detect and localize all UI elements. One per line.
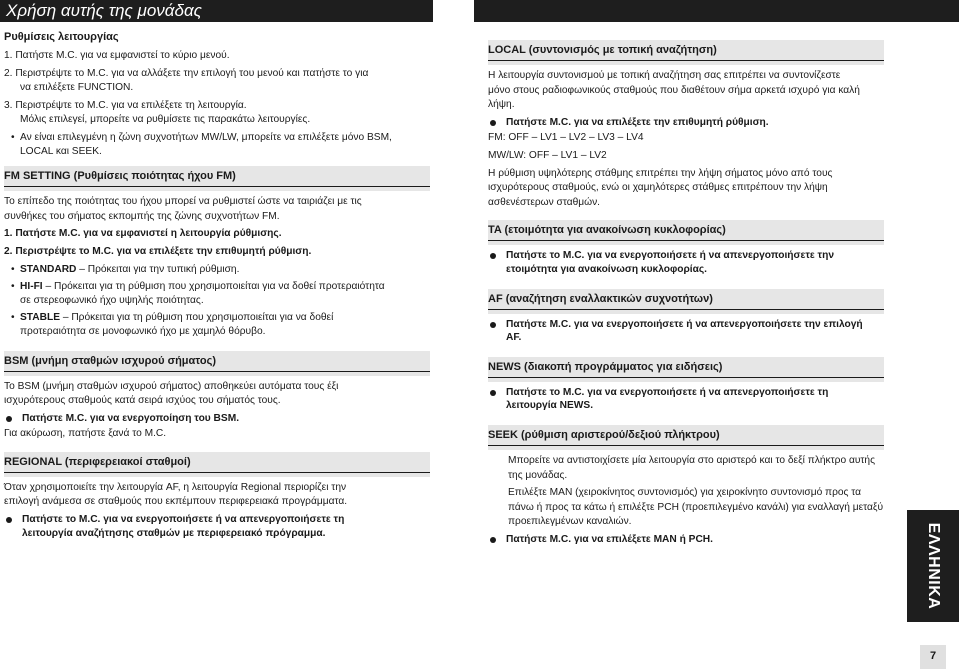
seek-desc-2: της μονάδας. bbox=[508, 469, 568, 481]
standard-label: STANDARD bbox=[20, 263, 77, 275]
ta-section bbox=[488, 220, 884, 245]
bullet-dot: • bbox=[11, 281, 15, 293]
ta-heading: TA (ετοιμότητα για ανακοίνωση κυκλοφορίας) bbox=[488, 223, 884, 241]
seek-action-text: Πατήστε M.C. για να επιλέξετε MAN ή PCH. bbox=[506, 533, 713, 545]
bullet-circle bbox=[490, 537, 496, 543]
af-action-1: Πατήστε M.C. για να ενεργοποιήσετε ή να απενεργοποιήσετε την επιλογή bbox=[506, 318, 863, 330]
fm-step-1: 1. Πατήστε M.C. για να εμφανιστεί η λειτουργία ρύθμισης. bbox=[4, 228, 282, 240]
left-column bbox=[4, 30, 430, 542]
local-section bbox=[488, 40, 884, 65]
af-section bbox=[488, 289, 884, 314]
hifi-label: HI-FI bbox=[20, 281, 43, 293]
local-mwlw-levels: MW/LW: OFF – LV1 – LV2 bbox=[488, 149, 607, 161]
bsm-section bbox=[4, 351, 430, 376]
bsm-cancel: Για ακύρωση, πατήστε ξανά το M.C. bbox=[4, 428, 167, 440]
seek-desc-5: προεπιλεγμένων καναλιών. bbox=[508, 516, 632, 528]
standard-text: – Πρόκειται για την τυπική ρύθμιση. bbox=[76, 263, 240, 275]
fm-desc-1: Το επίπεδο της ποιότητας του ήχου μπορεί να ρυθμιστεί ώστε να ταιριάζει με τις bbox=[4, 196, 362, 208]
language-label: ΕΛΛΗΝΙΚΑ bbox=[924, 522, 942, 610]
bullet-dot: • bbox=[11, 312, 15, 324]
fm-setting-section bbox=[4, 166, 430, 191]
header-bar bbox=[0, 0, 433, 22]
seek-desc-4: πάνω ή προς τα κάτω ή επιλέξτε PCH (προεπιλεγμένο κανάλι) για εναλλαγή μεταξύ bbox=[508, 501, 884, 513]
bullet-circle bbox=[6, 416, 12, 422]
regional-section bbox=[4, 452, 430, 477]
bullet-circle bbox=[490, 120, 496, 126]
step-1: 1. Πατήστε M.C. για να εμφανιστεί το κύριο μενού. bbox=[4, 50, 230, 61]
af-action-2: AF. bbox=[506, 332, 522, 344]
local-note-2: ισχυρότερους σταθμούς, ενώ οι χαμηλότερες στάθμες επιτρέπουν την λήψη bbox=[488, 182, 828, 194]
ta-action-1: Πατήστε το M.C. για να ενεργοποιήσετε ή να απενεργοποιήσετε την bbox=[506, 250, 834, 262]
ta-action bbox=[488, 249, 884, 276]
af-heading: AF (αναζήτηση εναλλακτικών συχνοτήτων) bbox=[488, 292, 884, 310]
stable-label: STABLE bbox=[20, 312, 60, 324]
bsm-heading: BSM (μνήμη σταθμών ισχυρού σήματος) bbox=[4, 354, 430, 372]
regional-desc-2: επιλογή ανάμεσα σε σταθμούς που εκπέμπουν περιφερειακά προγράμματα. bbox=[4, 496, 348, 508]
bullet-dot: • bbox=[11, 131, 15, 143]
fm-setting-heading: FM SETTING (Ρυθμίσεις ποιότητας ήχου FM) bbox=[4, 169, 430, 187]
bullet-circle bbox=[490, 253, 496, 259]
settings-heading: Ρυθμίσεις λειτουργίας bbox=[4, 31, 119, 43]
ta-action-2: ετοιμότητα για ανακοίνωση κυκλοφορίας. bbox=[506, 263, 708, 275]
regional-action bbox=[4, 513, 430, 540]
page-number: 7 bbox=[929, 650, 937, 662]
bsm-action-text: Πατήστε M.C. για να ενεργοποίηση του BSM. bbox=[22, 412, 240, 424]
bullet-circle bbox=[6, 517, 12, 523]
news-action-1: Πατήστε το M.C. για να ενεργοποιήσετε ή να απενεργοποιήσετε τη bbox=[506, 386, 829, 398]
local-note-1: Η ρύθμιση υψηλότερης στάθμης επιτρέπει την λήψη σήματος μόνο από τους bbox=[488, 167, 833, 179]
bsm-desc-2: ισχυρότερους σταθμούς κατά σειρά ισχύος του σήματός τους. bbox=[4, 395, 281, 407]
local-action bbox=[488, 116, 884, 130]
hifi-text-1: – Πρόκειται για τη ρύθμιση που χρησιμοποιείται για να δοθεί προτεραιότητα bbox=[42, 281, 385, 293]
step-3: 3. Περιστρέψτε το M.C. για να επιλέξετε τη λειτουργία. bbox=[4, 99, 247, 111]
language-tab bbox=[907, 510, 959, 622]
local-note-3: ασθενέστερων σταθμών. bbox=[488, 196, 601, 208]
bsm-action bbox=[4, 412, 430, 426]
bullet-circle bbox=[490, 322, 496, 328]
bullet-mwlw-line2: LOCAL και SEEK. bbox=[20, 145, 102, 157]
news-section bbox=[488, 357, 884, 382]
bullet-dot: • bbox=[11, 263, 15, 275]
fm-option-standard bbox=[4, 263, 430, 277]
seek-heading: SEEK (ρύθμιση αριστερού/δεξιού πλήκτρου) bbox=[488, 428, 884, 446]
bullet-circle bbox=[490, 390, 496, 396]
stable-text-1: – Πρόκειται για τη ρύθμιση που χρησιμοποιείται για να δοθεί bbox=[60, 312, 334, 324]
step-3-note: Μόλις επιλεγεί, μπορείτε να ρυθμίσετε τις παρακάτω λειτουργίες. bbox=[20, 114, 311, 126]
bullet-mwlw bbox=[4, 131, 430, 158]
seek-action bbox=[488, 533, 884, 547]
regional-action-2: λειτουργία αναζήτησης σταθμών με περιφερειακό πρόγραμμα. bbox=[22, 527, 326, 539]
fm-option-hifi bbox=[4, 280, 430, 307]
local-desc-2: μόνο στους ραδιοφωνικούς σταθμούς που διαθέτουν σήμα αρκετά ισχυρό για καλή bbox=[488, 84, 860, 96]
news-action-2: λειτουργία NEWS. bbox=[506, 400, 594, 412]
seek-desc-3: Επιλέξτε MAN (χειροκίνητος συντονισμός) για χειροκίνητο συντονισμό προς τα bbox=[508, 487, 862, 499]
news-action bbox=[488, 386, 884, 413]
right-header-bar bbox=[474, 0, 959, 22]
seek-section bbox=[488, 425, 884, 450]
fm-desc-2: συνθήκες του σήματος εκπομπής της ζώνης συχνοτήτων FM. bbox=[4, 210, 280, 222]
regional-action-1: Πατήστε το M.C. για να ενεργοποιήσετε ή να απενεργοποιήσετε τη bbox=[22, 514, 345, 526]
local-desc-1: Η λειτουργία συντονισμού με τοπική αναζήτηση σας επιτρέπει να συντονίζεστε bbox=[488, 70, 841, 81]
page-title: Χρήση αυτής της μονάδας bbox=[6, 1, 202, 20]
local-desc-3: λήψη. bbox=[488, 99, 515, 111]
right-column bbox=[488, 40, 884, 548]
bullet-mwlw-line1: Αν είναι επιλεγμένη η ζώνη συχνοτήτων MW/LW, μπορείτε να επιλέξετε μόνο BSM, bbox=[20, 131, 392, 143]
bsm-desc-1: Το BSM (μνήμη σταθμών ισχυρού σήματος) αποθηκεύει αυτόματα τους έξι bbox=[4, 380, 339, 392]
hifi-text-2: σε στερεοφωνικό ήχο υψηλής ποιότητας. bbox=[20, 294, 204, 306]
regional-desc-1: Όταν χρησιμοποιείτε την λειτουργία AF, η λειτουργία Regional περιορίζει την bbox=[4, 481, 347, 493]
news-heading: NEWS (διακοπή προγράμματος για ειδήσεις) bbox=[488, 360, 884, 378]
local-heading: LOCAL (συντονισμός με τοπική αναζήτηση) bbox=[488, 43, 884, 61]
local-fm-levels: FM: OFF – LV1 – LV2 – LV3 – LV4 bbox=[488, 132, 644, 144]
step-2-cont: να επιλέξετε FUNCTION. bbox=[20, 82, 134, 94]
seek-desc bbox=[488, 454, 884, 529]
seek-desc-1: Μπορείτε να αντιστοιχίσετε μία λειτουργία στο αριστερό και το δεξί πλήκτρο αυτής bbox=[508, 454, 876, 466]
fm-option-stable bbox=[4, 311, 430, 338]
regional-heading: REGIONAL (περιφερειακοί σταθμοί) bbox=[4, 455, 430, 473]
step-2: 2. Περιστρέψτε το M.C. για να αλλάξετε την επιλογή του μενού και πατήστε το για bbox=[4, 67, 369, 79]
page-number-box bbox=[920, 645, 946, 669]
af-action bbox=[488, 318, 884, 345]
fm-step-2: 2. Περιστρέψτε το M.C. για να επιλέξετε την επιθυμητή ρύθμιση. bbox=[4, 245, 312, 257]
stable-text-2: προτεραιότητα σε μονοφωνικό ήχο με χαμηλό θόρυβο. bbox=[20, 325, 266, 337]
local-action-text: Πατήστε M.C. για να επιλέξετε την επιθυμητή ρύθμιση. bbox=[506, 116, 769, 128]
